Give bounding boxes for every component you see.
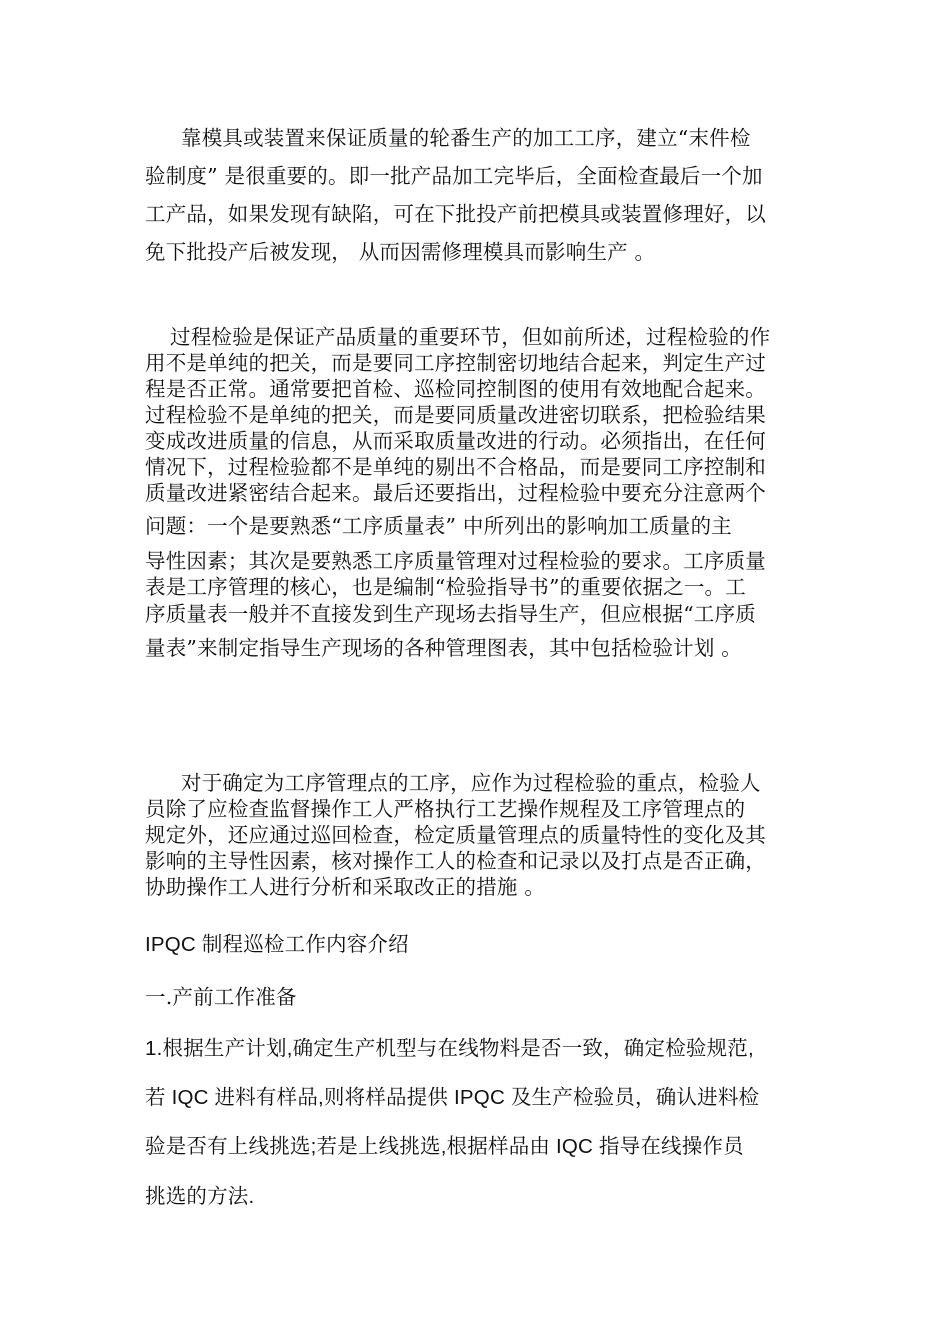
text-line: 导性因素；其次是要熟悉工序质量管理对过程检验的要求。工序质量 — [145, 549, 766, 573]
text-line: 量表”来制定指导生产现场的各种管理图表，其中包括检验计划 。 — [145, 636, 742, 660]
section-heading: IPQC 制程巡检工作内容介绍 — [145, 933, 409, 956]
text-line: 序质量表一般并不直接发到生产现场去指导生产，但应根据“工序质 — [145, 602, 756, 626]
text-line: 规定外，还应通过巡回检查，检定质量管理点的质量特性的变化及其 — [145, 823, 766, 847]
text-line: 对于确定为工序管理点的工序，应作为过程检验的重点，检验人 — [181, 771, 761, 795]
text-line: 挑选的方法. — [145, 1185, 255, 1208]
text-line: 问题：一个是要熟悉“工序质量表” 中所列出的影响加工质量的主 — [145, 514, 732, 538]
text-line: 若 IQC 进料有样品,则将样品提供 IPQC 及生产检验员，确认进料检 — [145, 1086, 760, 1109]
text-line: 验是否有上线挑选;若是上线挑选,根据样品由 IQC 指导在线操作员 — [145, 1135, 744, 1158]
text-line: 影响的主导性因素，核对操作工人的检查和记录以及打点是否正确， — [145, 849, 766, 873]
text-line: 过程检验是保证产品质量的重要环节，但如前所述，过程检验的作 — [170, 325, 771, 349]
text-line: 靠模具或装置来保证质量的轮番生产的加工工序，建立“末件检 — [181, 126, 751, 150]
text-line: 过程检验不是单纯的把关，而是要同质量改进密切联系，把检验结果 — [145, 403, 766, 427]
text-line: 验制度” 是很重要的。即一批产品加工完毕后，全面检查最后一个加 — [145, 164, 763, 188]
text-line: 变成改进质量的信息，从而采取质量改进的行动。必须指出，在任何 — [145, 429, 766, 453]
text-line: 用不是单纯的把关，而是要同工序控制密切地结合起来，判定生产过 — [145, 351, 766, 375]
text-line: 员除了应检查监督操作工人严格执行工艺操作规程及工序管理点的 — [145, 797, 746, 821]
text-line: 质量改进紧密结合起来。最后还要指出，过程检验中要充分注意两个 — [145, 481, 766, 505]
text-line: 情况下，过程检验都不是单纯的剔出不合格品，而是要同工序控制和 — [145, 455, 766, 479]
text-line: 工产品，如果发现有缺陷，可在下批投产前把模具或装置修理好，以 — [145, 202, 766, 226]
text-line: 程是否正常。通常要把首检、巡检同控制图的使用有效地配合起来。 — [145, 377, 766, 401]
text-line: 1.根据生产计划,确定生产机型与在线物料是否一致，确定检验规范, — [145, 1037, 754, 1060]
subsection-title: 一.产前工作准备 — [145, 985, 297, 1009]
text-line: 免下批投产后被发现， 从而因需修理模具而影响生产 。 — [145, 240, 656, 264]
text-line: 协助操作工人进行分析和采取改正的措施 。 — [145, 875, 546, 899]
text-line: 表是工序管理的核心，也是编制“检验指导书”的重要依据之一。工 — [145, 575, 746, 599]
